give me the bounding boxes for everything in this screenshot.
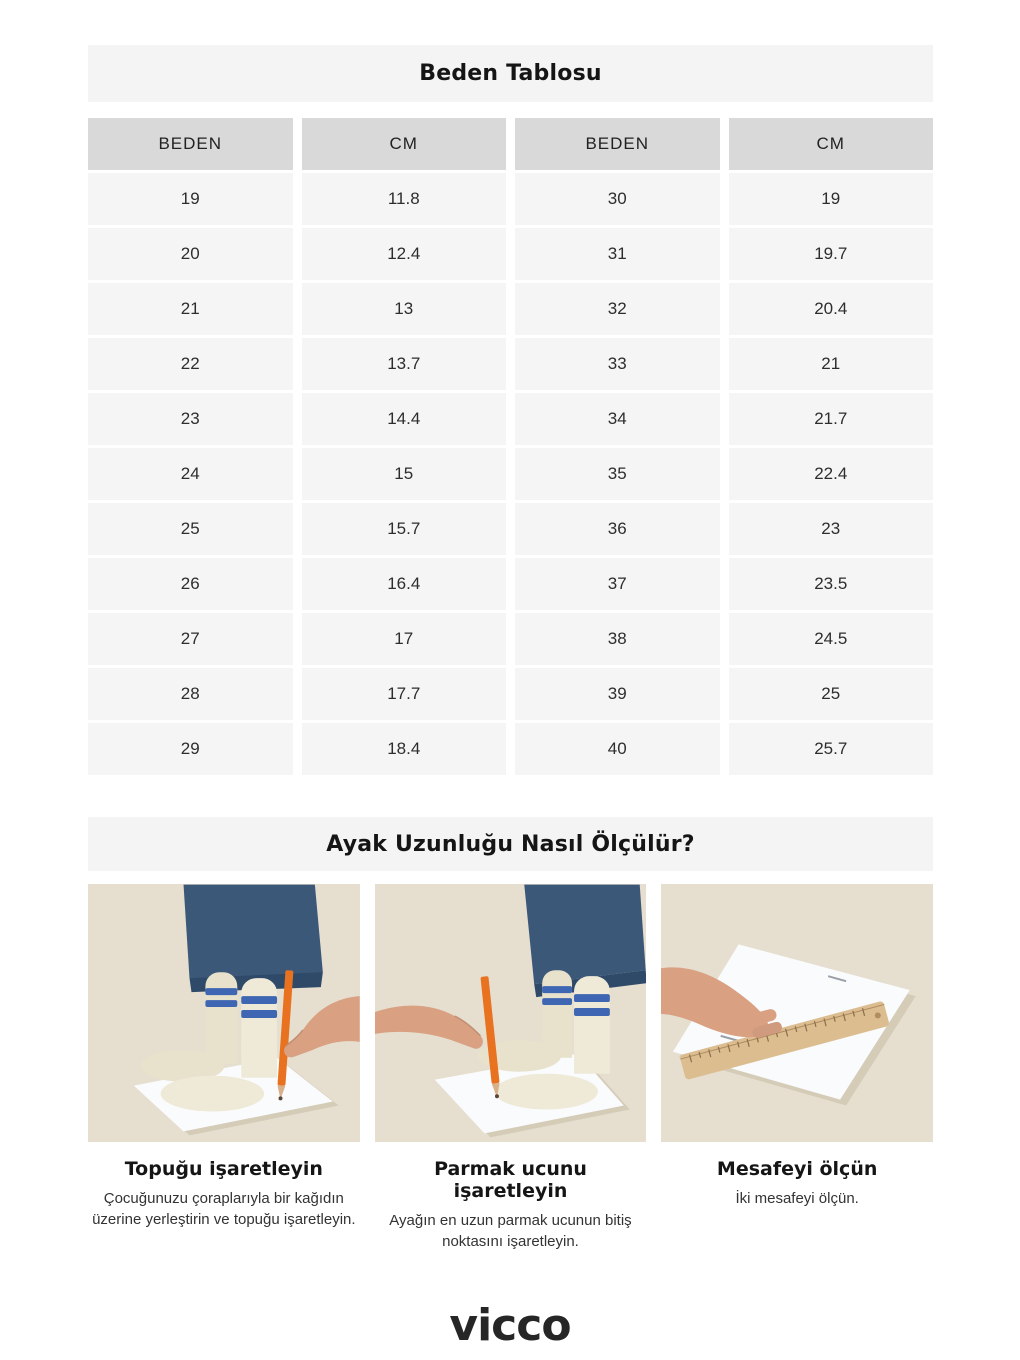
step-heading: Topuğu işaretleyin [124,1158,323,1180]
table-cell: 13.7 [302,338,507,390]
table-cell: 33 [515,338,720,390]
step-description: Ayağın en uzun parmak ucunun bitiş noktasını işaretleyin. [389,1212,632,1250]
brand-footer [0,1300,1020,1360]
table-cell: 22 [88,338,293,390]
table-cell: 17 [302,613,507,665]
table-cell: 20 [88,228,293,280]
measure-section-title-banner [88,817,933,871]
table-cell: 39 [515,668,720,720]
table-cell: 13 [302,283,507,335]
measure-steps [88,884,933,1252]
table-cell: 19.7 [729,228,934,280]
table-cell: 24.5 [729,613,934,665]
table-cell: 35 [515,448,720,500]
table-cell: 21.7 [729,393,934,445]
header-cell: CM [302,118,507,170]
jeans [184,885,323,988]
table-cell: 38 [515,613,720,665]
table-cell: 21 [729,338,934,390]
step-description: Çocuğunuzu çoraplarıyla bir kağıdın üzerine yerleştirin ve topuğu işaretleyin. [92,1190,356,1228]
ruler-measuring-illustration [661,884,933,1142]
size-table-title: Beden Tablosu [419,61,602,86]
step-heading: Parmak ucunu işaretleyin [434,1158,587,1202]
step-photo-toe [375,884,647,1142]
table-cell: 34 [515,393,720,445]
table-cell: 14.4 [302,393,507,445]
step-photo-distance [661,884,933,1142]
table-cell: 32 [515,283,720,335]
table-cell: 25.7 [729,723,934,775]
table-cell: 17.7 [302,668,507,720]
table-cell: 26 [88,558,293,610]
table-cell: 23.5 [729,558,934,610]
size-table [88,118,933,775]
table-cell: 23 [729,503,934,555]
table-cell: 11.8 [302,173,507,225]
table-cell: 15.7 [302,503,507,555]
header-cell: BEDEN [515,118,720,170]
table-cell: 19 [729,173,934,225]
step-description: İki mesafeyi ölçün. [735,1190,859,1207]
table-cell: 30 [515,173,720,225]
measure-step-distance [661,884,933,1252]
table-cell: 25 [729,668,934,720]
table-cell: 16.4 [302,558,507,610]
measure-step-toe [375,884,647,1252]
table-cell: 36 [515,503,720,555]
header-cell: CM [729,118,934,170]
table-cell: 12.4 [302,228,507,280]
table-cell: 18.4 [302,723,507,775]
table-cell: 24 [88,448,293,500]
table-cell: 31 [515,228,720,280]
table-cell: 25 [88,503,293,555]
step-heading: Mesafeyi ölçün [716,1158,878,1180]
jeans [524,885,645,985]
table-cell: 22.4 [729,448,934,500]
measure-section-title: Ayak Uzunluğu Nasıl Ölçülür? [326,831,695,857]
table-cell: 37 [515,558,720,610]
size-table-title-banner [88,45,933,102]
table-cell: 20.4 [729,283,934,335]
toe-marking-illustration [375,884,647,1142]
table-cell: 29 [88,723,293,775]
header-cell: BEDEN [88,118,293,170]
measure-step-heel [88,884,360,1252]
brand-logo: vicco [449,1300,571,1351]
table-cell: 21 [88,283,293,335]
table-cell: 23 [88,393,293,445]
table-cell: 15 [302,448,507,500]
table-cell: 19 [88,173,293,225]
table-cell: 40 [515,723,720,775]
table-cell: 27 [88,613,293,665]
step-photo-heel [88,884,360,1142]
content-column [88,45,933,1252]
table-cell: 28 [88,668,293,720]
heel-marking-illustration [88,884,360,1142]
